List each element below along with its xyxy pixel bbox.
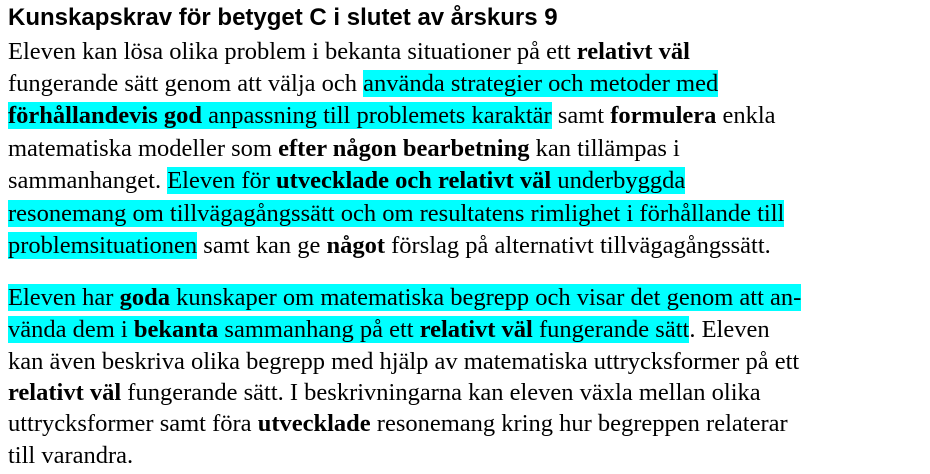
text-line [8, 346, 799, 378]
highlighted-text: underbyggda [551, 167, 686, 194]
text-run: fungerande sätt genom att välja och [8, 70, 364, 97]
bold-text: relativt väl [576, 38, 690, 65]
bold-text: något [326, 232, 385, 259]
highlighted-text: Eleven för [167, 167, 277, 194]
text-line [8, 198, 784, 230]
highlighted-text: utvecklade och relativt väl [276, 167, 552, 194]
text-line [8, 314, 770, 346]
text-line [8, 36, 690, 68]
highlighted-text: problemsituationen [8, 232, 198, 259]
highlighted-text: anpassning till problemets karaktär [202, 102, 552, 129]
text-run: förslag på alternativt tillvägagångssätt. [385, 232, 771, 259]
text-line [8, 68, 718, 100]
text-line [8, 282, 801, 314]
highlighted-text: resonemang om tillvägagångssätt och om resultatens rimlighet i förhållande till [8, 200, 785, 227]
text-line [8, 440, 133, 472]
highlighted-text: använda strategier och metoder med [363, 70, 719, 97]
text-run: till varandra. [8, 442, 134, 469]
text-run: kan även beskriva olika begrepp med hjälp av matematiska uttrycksformer på ett [8, 348, 800, 375]
highlighted-text: kunskaper om matematiska begrepp och visar det genom att an- [169, 284, 802, 311]
text-run: kan tillämpas i [529, 135, 680, 162]
highlighted-text: förhållandevis god [8, 102, 202, 129]
highlighted-text: goda [119, 284, 170, 311]
text-run: resonemang kring hur begreppen relaterar [370, 410, 788, 437]
highlighted-text: sammanhang på ett [218, 316, 420, 343]
highlighted-text: vända dem i [8, 316, 134, 343]
text-run: sammanhanget. [8, 167, 168, 194]
highlighted-text: bekanta [133, 316, 219, 343]
text-run: Eleven kan lösa olika problem i bekanta situationer på ett [8, 38, 577, 65]
page-heading: Kunskapskrav för betyget C i slutet av årskurs 9 [8, 4, 558, 31]
text-run: uttrycksformer samt föra [8, 410, 258, 437]
text-line [8, 165, 685, 197]
text-run: samt kan ge [197, 232, 327, 259]
bold-text: formulera [610, 102, 717, 129]
bold-text: efter någon bearbetning [278, 135, 530, 162]
text-run: enkla [716, 102, 776, 129]
text-line [8, 100, 776, 132]
text-run: fungerande sätt. I beskrivningarna kan eleven växla mellan olika [121, 379, 761, 406]
highlighted-text: fungerande sätt [532, 316, 690, 343]
text-run: . Eleven [689, 316, 770, 343]
highlighted-text: Eleven har [8, 284, 120, 311]
text-line [8, 408, 788, 440]
bold-text: utvecklade [257, 410, 371, 437]
bold-text: relativt väl [8, 379, 122, 406]
highlighted-text: relativt väl [419, 316, 533, 343]
text-line [8, 377, 761, 409]
text-run: samt [551, 102, 611, 129]
text-line [8, 133, 680, 165]
text-line [8, 230, 771, 262]
text-run: matematiska modeller som [8, 135, 279, 162]
